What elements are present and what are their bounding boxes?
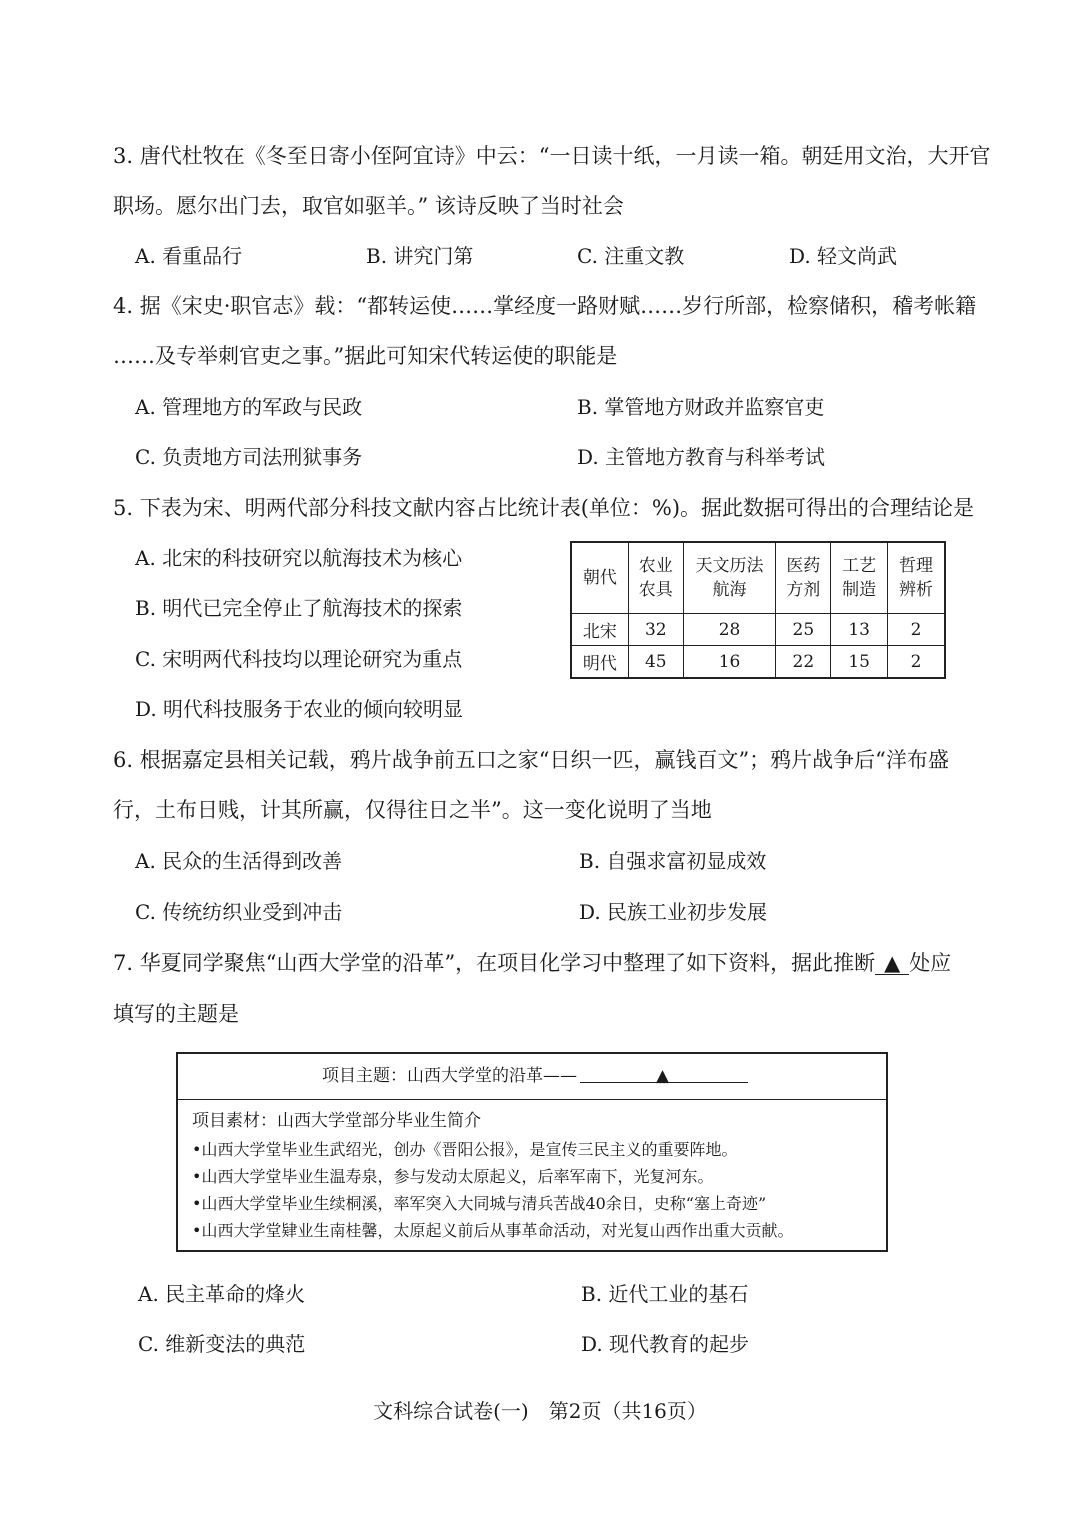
q4-option-b: B. 掌管地方财政并监察官吏 — [577, 395, 825, 419]
table-header-agriculture: 农业 农具 — [628, 542, 683, 614]
material-heading: 项目素材：山西大学堂部分毕业生简介 — [192, 1111, 481, 1131]
table-cell: 北宋 — [571, 614, 628, 646]
table-cell: 45 — [628, 646, 683, 679]
triangle-icon: ▲ — [656, 1066, 670, 1086]
table-header-medicine: 医药 方剂 — [776, 542, 831, 614]
project-material-body — [178, 1100, 886, 1244]
q6-option-a: A. 民众的生活得到改善 — [135, 849, 343, 873]
page-footer: 文科综合试卷(一) 第2页（共16页） — [373, 1399, 707, 1423]
table-header-row — [571, 542, 945, 614]
project-topic-title: 项目主题：山西大学堂的沿革—— — [322, 1066, 577, 1086]
q3-option-c: C. 注重文教 — [577, 244, 685, 268]
q3-option-b: B. 讲究门第 — [366, 244, 474, 268]
answer-blank — [875, 952, 909, 975]
q3-stem-line1: 3. 唐代杜牧在《冬至日寄小侄阿宜诗》中云：“一日读十纸，一月读一箱。朝廷用文治，大开官 — [113, 144, 991, 168]
table-row — [571, 614, 945, 646]
q7-option-b: B. 近代工业的基石 — [581, 1282, 749, 1306]
table-cell: 16 — [683, 646, 776, 679]
triangle-icon: ▲ — [884, 951, 901, 975]
table-header-craft: 工艺 制造 — [831, 542, 888, 614]
list-item: •山西大学堂毕业生续桐溪，率军突入大同城与清兵苦战40余日，史称“塞上奇迹” — [192, 1194, 767, 1213]
q7-option-c: C. 维新变法的典范 — [138, 1332, 306, 1356]
q4-option-d: D. 主管地方教育与科举考试 — [577, 445, 826, 469]
q5-option-a: A. 北宋的科技研究以航海技术为核心 — [135, 546, 463, 570]
q5-option-c: C. 宋明两代科技均以理论研究为重点 — [135, 647, 463, 671]
q5-option-b: B. 明代已完全停止了航海技术的探索 — [135, 596, 463, 620]
q6-stem-line1: 6. 根据嘉定县相关记载，鸦片战争前五口之家“日织一匹，赢钱百文”；鸦片战争后“洋布盛 — [113, 748, 949, 772]
q6-option-c: C. 传统纺织业受到冲击 — [135, 900, 343, 924]
project-material-box — [176, 1052, 888, 1252]
q7-stem-line2: 填写的主题是 — [113, 1002, 239, 1026]
q6-option-b: B. 自强求富初显成效 — [579, 849, 767, 873]
q4-stem-line1: 4. 据《宋史·职官志》载：“都转运使……掌经度一路财赋……岁行所部，检察储积，稽考帐籍 — [113, 294, 977, 318]
q7-option-a: A. 民主革命的烽火 — [138, 1282, 306, 1306]
q3-stem-line2: 职场。愿尔出门去，取官如驱羊。” 该诗反映了当时社会 — [113, 194, 624, 218]
table-row — [571, 646, 945, 679]
q7-stem-line1: 7. 华夏同学聚焦“山西大学堂的沿革”，在项目化学习中整理了如下资料，据此推断 ▲ 处应 — [113, 951, 952, 975]
table-cell: 32 — [628, 614, 683, 646]
list-item: •山西大学堂毕业生武绍光，创办《晋阳公报》，是宣传三民主义的重要阵地。 — [192, 1140, 738, 1159]
table-cell: 15 — [831, 646, 888, 679]
table-cell: 2 — [888, 614, 945, 646]
table-cell: 明代 — [571, 646, 628, 679]
list-item: •山西大学堂毕业生温寿泉，参与发动太原起义，后率军南下，光复河东。 — [192, 1167, 714, 1186]
q3-option-a: A. 看重品行 — [135, 244, 243, 268]
table-header-dynasty: 朝代 — [571, 542, 628, 614]
q4-stem-line2: ……及专举刺官吏之事。”据此可知宋代转运使的职能是 — [113, 344, 618, 368]
q3-option-d: D. 轻文尚武 — [789, 244, 898, 268]
q5-option-d: D. 明代科技服务于农业的倾向较明显 — [135, 697, 464, 721]
table-cell: 2 — [888, 646, 945, 679]
q4-option-a: A. 管理地方的军政与民政 — [135, 395, 363, 419]
table-cell: 28 — [683, 614, 776, 646]
table-cell: 25 — [776, 614, 831, 646]
table-cell: 13 — [831, 614, 888, 646]
q6-option-d: D. 民族工业初步发展 — [579, 900, 768, 924]
project-topic-header — [178, 1054, 886, 1100]
q5-stem-line1: 5. 下表为宋、明两代部分科技文献内容占比统计表(单位：%)。据此数据可得出的合理结论是 — [113, 496, 975, 520]
list-item: •山西大学堂肄业生南桂馨，太原起义前后从事革命活动，对光复山西作出重大贡献。 — [192, 1221, 794, 1240]
q6-stem-line2: 行，土布日贱，计其所赢，仅得往日之半”。这一变化说明了当地 — [113, 798, 712, 822]
table-header-philosophy: 哲理 辨析 — [888, 542, 945, 614]
q7-option-d: D. 现代教育的起步 — [581, 1332, 750, 1356]
q5-stats-table — [570, 541, 946, 679]
q4-option-c: C. 负责地方司法刑狱事务 — [135, 445, 363, 469]
table-header-astronomy: 天文历法 航海 — [683, 542, 776, 614]
table-cell: 22 — [776, 646, 831, 679]
